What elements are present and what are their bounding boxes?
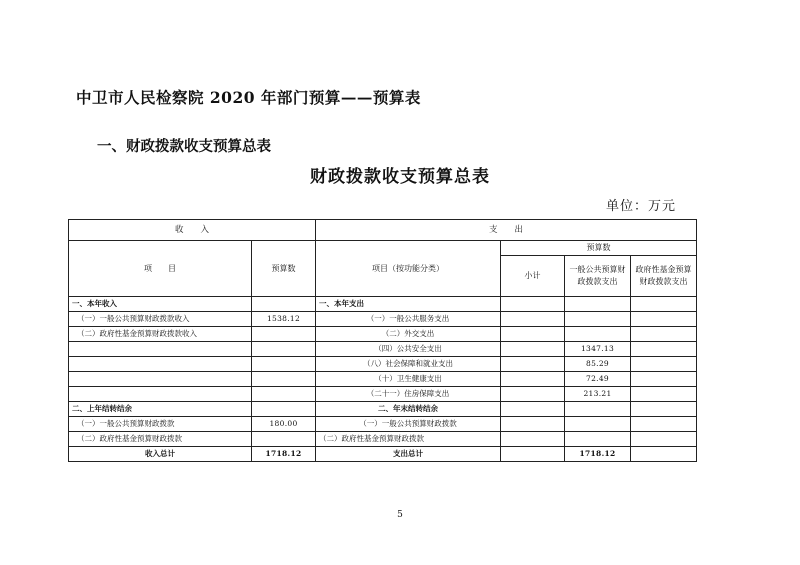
income-item-cell: （一）一般公共预算财政拨款	[69, 417, 252, 432]
general-public-amount-cell	[565, 432, 631, 447]
general-public-amount-cell	[565, 417, 631, 432]
gov-fund-header: 政府性基金预算财政拨款支出	[631, 256, 697, 297]
income-amount-cell	[252, 372, 316, 387]
expenditure-item-cell: 一、本年支出	[316, 297, 501, 312]
table-body	[69, 297, 697, 462]
budget-table	[68, 219, 697, 462]
table-row	[69, 432, 697, 447]
table-header-row-2	[69, 241, 697, 256]
expenditure-item-cell: （十）卫生健康支出	[316, 372, 501, 387]
income-amount-cell: 1718.12	[252, 447, 316, 462]
income-item-cell: 一、本年收入	[69, 297, 252, 312]
item-by-function-header: 项目（按功能分类）	[316, 241, 501, 297]
income-amount-cell	[252, 342, 316, 357]
subtotal-cell	[501, 327, 565, 342]
table-row	[69, 417, 697, 432]
subtotal-cell	[501, 312, 565, 327]
table-row	[69, 312, 697, 327]
table-row	[69, 387, 697, 402]
gov-fund-amount-cell	[631, 327, 697, 342]
income-item-cell: 收入总计	[69, 447, 252, 462]
gov-fund-amount-cell	[631, 312, 697, 327]
subtotal-cell	[501, 432, 565, 447]
table-title: 财政拨款收支预算总表	[310, 167, 490, 187]
expenditure-item-cell: （八）社会保障和就业支出	[316, 357, 501, 372]
gov-fund-amount-cell	[631, 342, 697, 357]
gov-fund-amount-cell	[631, 372, 697, 387]
general-public-amount-cell: 72.49	[565, 372, 631, 387]
income-amount-cell	[252, 327, 316, 342]
unit-label: 单位：万元	[606, 199, 677, 214]
gov-fund-amount-cell	[631, 357, 697, 372]
income-item-cell: （二）政府性基金预算财政拨款收入	[69, 327, 252, 342]
income-item-cell	[69, 387, 252, 402]
document-title: 中卫市人民检察院 2020 年部门预算——预算表	[76, 88, 421, 107]
expenditure-item-cell: （一）一般公共预算财政拨款	[316, 417, 501, 432]
expenditure-item-cell: （二）外交支出	[316, 327, 501, 342]
income-amount-cell	[252, 432, 316, 447]
income-item-cell	[69, 342, 252, 357]
expenditure-item-cell: （二）政府性基金预算财政拨款	[316, 432, 501, 447]
expenditure-item-cell: （二十一）住房保障支出	[316, 387, 501, 402]
subtotal-header: 小计	[501, 256, 565, 297]
budget-amount-header: 预算数	[252, 241, 316, 297]
expenditure-item-cell: （四）公共安全支出	[316, 342, 501, 357]
subtotal-cell	[501, 447, 565, 462]
general-public-amount-cell: 213.21	[565, 387, 631, 402]
income-item-cell: 二、上年结转结余	[69, 402, 252, 417]
income-amount-cell	[252, 357, 316, 372]
table-row	[69, 327, 697, 342]
subtotal-cell	[501, 372, 565, 387]
general-public-amount-cell	[565, 327, 631, 342]
gov-fund-amount-cell	[631, 402, 697, 417]
gov-fund-amount-cell	[631, 447, 697, 462]
table-row	[69, 402, 697, 417]
gov-fund-amount-cell	[631, 387, 697, 402]
subtotal-cell	[501, 417, 565, 432]
general-public-amount-cell: 1718.12	[565, 447, 631, 462]
gov-fund-amount-cell	[631, 432, 697, 447]
expenditure-header: 支 出	[316, 220, 697, 241]
item-header: 项 目	[69, 241, 252, 297]
page-number: 5	[397, 510, 403, 520]
table-row	[69, 447, 697, 462]
general-public-amount-cell: 1347.13	[565, 342, 631, 357]
section-heading: 一、财政拨款收支预算总表	[97, 139, 271, 155]
general-public-header: 一般公共预算财政拨款支出	[565, 256, 631, 297]
subtotal-cell	[501, 357, 565, 372]
general-public-amount-cell: 85.29	[565, 357, 631, 372]
income-header: 收 入	[69, 220, 316, 241]
general-public-amount-cell	[565, 402, 631, 417]
table-header-row-1	[69, 220, 697, 241]
income-item-cell	[69, 372, 252, 387]
income-item-cell	[69, 357, 252, 372]
income-amount-cell	[252, 297, 316, 312]
income-item-cell: （一）一般公共预算财政拨款收入	[69, 312, 252, 327]
subtotal-cell	[501, 402, 565, 417]
table-row	[69, 357, 697, 372]
income-amount-cell: 180.00	[252, 417, 316, 432]
expenditure-item-cell: 二、年末结转结余	[316, 402, 501, 417]
subtotal-cell	[501, 387, 565, 402]
table-row	[69, 342, 697, 357]
table-row	[69, 297, 697, 312]
income-item-cell: （二）政府性基金预算财政拨款	[69, 432, 252, 447]
general-public-amount-cell	[565, 312, 631, 327]
budget-group-header: 预算数	[501, 241, 697, 256]
income-amount-cell	[252, 402, 316, 417]
gov-fund-amount-cell	[631, 417, 697, 432]
subtotal-cell	[501, 297, 565, 312]
general-public-amount-cell	[565, 297, 631, 312]
table-row	[69, 372, 697, 387]
subtotal-cell	[501, 342, 565, 357]
expenditure-item-cell: （一）一般公共服务支出	[316, 312, 501, 327]
gov-fund-amount-cell	[631, 297, 697, 312]
income-amount-cell: 1538.12	[252, 312, 316, 327]
expenditure-item-cell: 支出总计	[316, 447, 501, 462]
income-amount-cell	[252, 387, 316, 402]
